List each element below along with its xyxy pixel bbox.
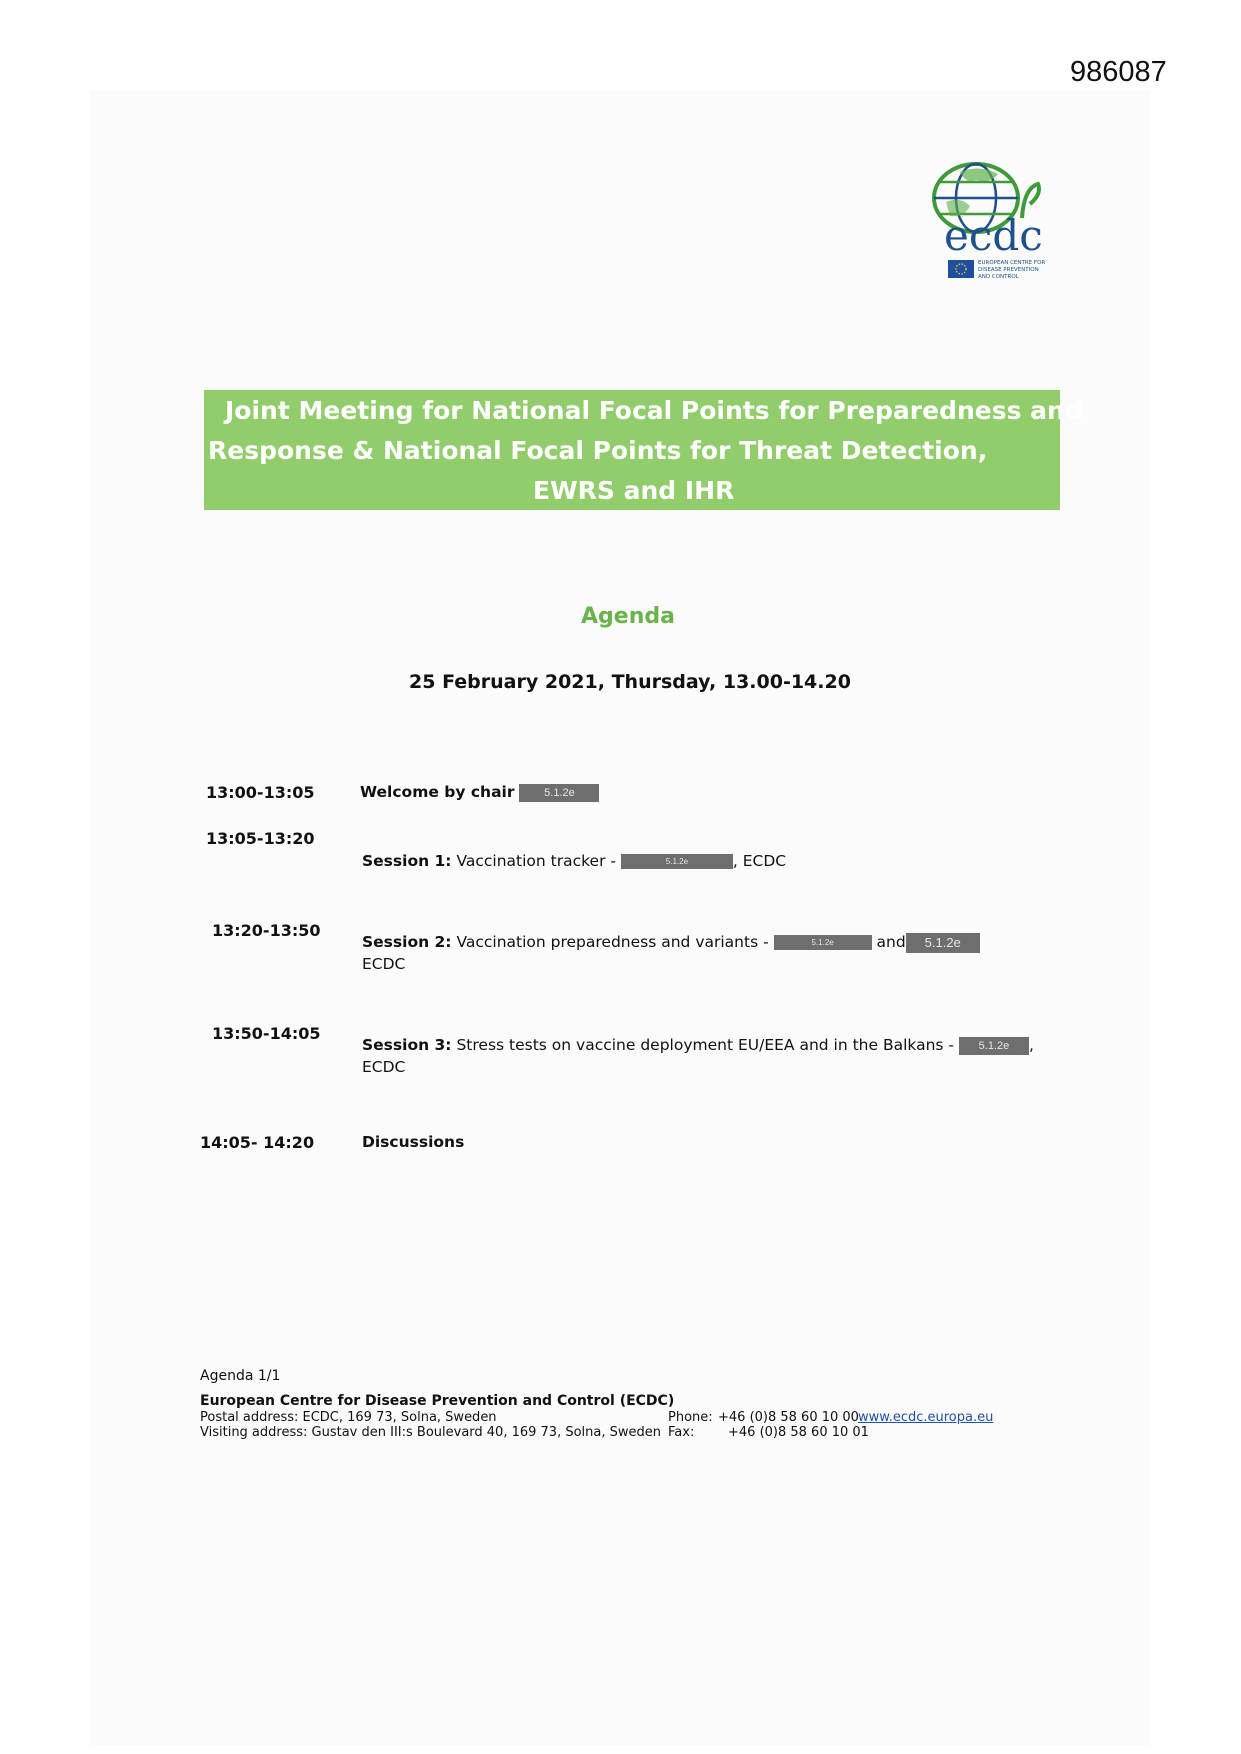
logo-caption-1: EUROPEAN CENTRE FOR (978, 260, 1046, 266)
meeting-title-line-2: Response & National Focal Points for Threat Detection, (208, 436, 988, 465)
session-joiner: and (876, 933, 906, 951)
footer-phone: +46 (0)8 58 60 10 00 (718, 1410, 859, 1425)
logo-caption-2: DISEASE PREVENTION (978, 267, 1039, 273)
redaction-box: 5.1.2e (774, 935, 872, 950)
agenda-time-3: 13:20-13:50 (212, 921, 321, 940)
footer-postal-address: Postal address: ECDC, 169 73, Solna, Sweden (200, 1410, 497, 1425)
session-label: Session 2: (362, 933, 452, 951)
footer-fax: +46 (0)8 58 60 10 01 (728, 1425, 869, 1440)
session-text: Vaccination preparedness and variants - (456, 933, 769, 951)
meeting-title-banner (204, 390, 1083, 510)
session-label: Session 3: (362, 1036, 452, 1054)
session-text: Stress tests on vaccine deployment EU/EEA and in the Balkans - (456, 1036, 955, 1054)
redaction-box: 5.1.2e (519, 784, 599, 802)
agenda-item-session-1 (362, 850, 786, 873)
session-suffix: , ECDC (732, 852, 787, 870)
session-suffix: , (1028, 1036, 1034, 1054)
session-text: Vaccination tracker - (456, 852, 616, 870)
agenda-item-session-3-line-2: ECDC (362, 1058, 406, 1076)
redaction-box: 5.1.2e (959, 1037, 1029, 1055)
agenda-item-session-2 (362, 931, 980, 954)
agenda-time-5: 14:05- 14:20 (200, 1133, 315, 1152)
agenda-item-session-2-line-2: ECDC (362, 955, 406, 973)
ecdc-wordmark: ecdc (944, 211, 1043, 260)
document-sheet (90, 90, 1150, 1745)
meeting-title-line-1: Joint Meeting for National Focal Points for Preparedness and (225, 396, 1083, 425)
ecdc-logo (920, 158, 1070, 288)
agenda-time-1: 13:00-13:05 (206, 783, 315, 802)
meeting-title-line-3: EWRS and IHR (533, 476, 735, 505)
footer-phone-label: Phone: (668, 1410, 713, 1425)
agenda-item-discussions (362, 1131, 464, 1154)
meeting-date: 25 February 2021, Thursday, 13.00-14.20 (409, 671, 851, 693)
document-number: 986087 (1070, 56, 1167, 88)
agenda-heading: Agenda (581, 604, 675, 629)
footer-org-name: European Centre for Disease Prevention and Control (ECDC) (200, 1393, 675, 1409)
eu-flag-icon (948, 260, 974, 278)
redaction-box: 5.1.2e (906, 933, 980, 953)
agenda-item-welcome (360, 781, 599, 804)
footer-fax-label: Fax: (668, 1425, 695, 1440)
session-label: Session 1: (362, 852, 452, 870)
logo-caption-3: AND CONTROL (978, 274, 1019, 280)
redaction-box: 5.1.2e (621, 854, 733, 869)
agenda-item-label: Welcome by chair (360, 783, 515, 801)
agenda-time-4: 13:50-14:05 (212, 1024, 321, 1043)
ecdc-logo-graphic (920, 158, 1070, 288)
footer-visiting-address: Visiting address: Gustav den III:s Boulevard 40, 169 73, Solna, Sweden (200, 1425, 662, 1440)
footer-page-label: Agenda 1/1 (200, 1368, 281, 1384)
agenda-item-label: Discussions (362, 1133, 465, 1151)
agenda-item-session-3 (362, 1034, 1034, 1057)
agenda-time-2: 13:05-13:20 (206, 829, 315, 848)
footer-website-link[interactable]: www.ecdc.europa.eu (858, 1410, 994, 1425)
